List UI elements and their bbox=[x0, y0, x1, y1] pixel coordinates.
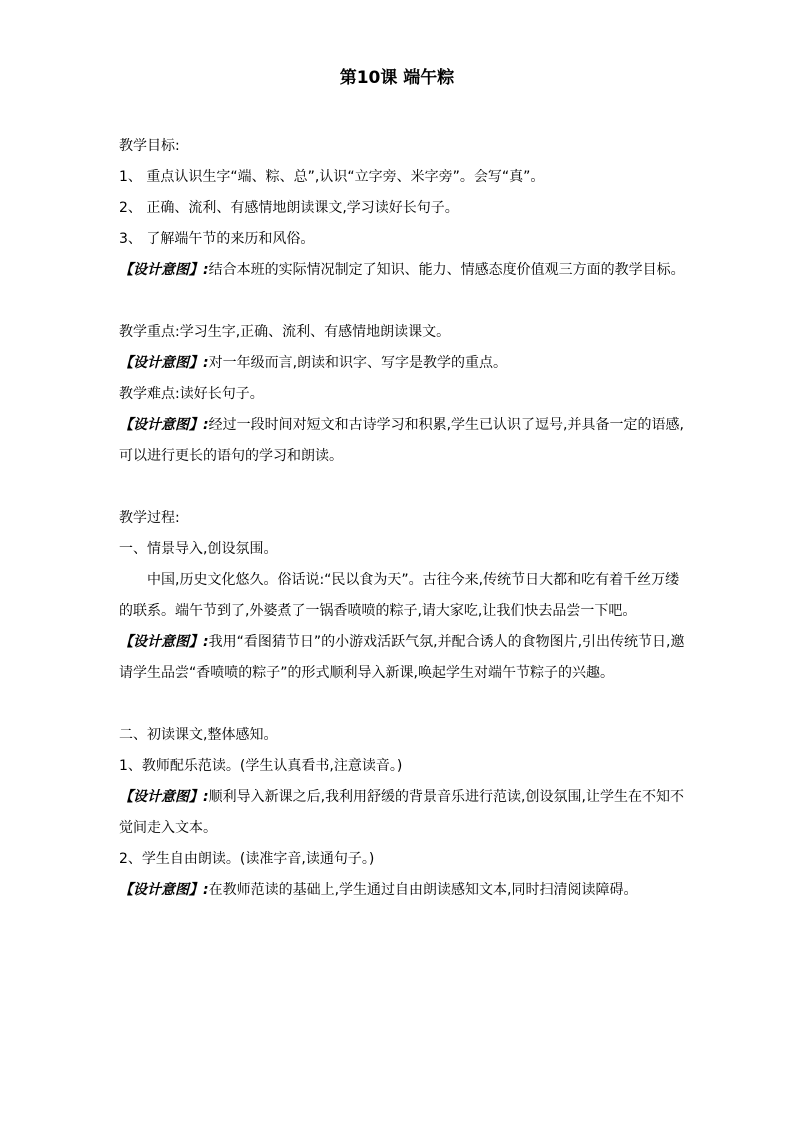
design-intent-paragraph bbox=[119, 348, 689, 379]
goals-heading: 教学目标: bbox=[119, 138, 180, 154]
difficulty-point: 教学难点:读好长句子。 bbox=[119, 386, 264, 402]
design-intent-paragraph bbox=[119, 782, 689, 844]
spacer bbox=[119, 286, 689, 317]
design-intent-text: 经过一段时间对短文和古诗学习和积累,学生已认识了逗号,并具备一定的语感,可以进行更长的语句的学习和朗读。 bbox=[119, 417, 684, 464]
design-intent-text: 对一年级而言,朗读和识字、写字是教学的重点。 bbox=[208, 355, 508, 371]
step-2-item-2: 2、学生自由朗读。(读准字音,读通句子。) bbox=[119, 851, 375, 867]
design-intent-tag: 【设计意图】: bbox=[119, 355, 209, 371]
design-intent-text: 在教师范读的基础上,学生通过自由朗读感知文本,同时扫清阅读障碍。 bbox=[208, 882, 638, 898]
goal-item-1: 1、 重点认识生字“端、粽、总”,认识“立字旁、米字旁”。会写“真”。 bbox=[119, 169, 545, 185]
step-1-text: 中国,历史文化悠久。俗话说:“民以食为天”。古往今来,传统节日大都和吃有着千丝万缕的联系。端午节到了,外婆煮了一锅香喷喷的粽子,请大家吃,让我们快去品尝一下吧。 bbox=[119, 572, 680, 619]
design-intent-paragraph bbox=[119, 255, 689, 286]
design-intent-paragraph bbox=[119, 627, 689, 689]
goal-item-3: 3、 了解端午节的来历和风俗。 bbox=[119, 231, 315, 247]
spacer bbox=[119, 689, 689, 720]
goal-item-2: 2、 正确、流利、有感情地朗读课文,学习读好长句子。 bbox=[119, 200, 459, 216]
step-1-heading: 一、情景导入,创设氛围。 bbox=[119, 541, 278, 557]
step-2-item-1: 1、教师配乐范读。(学生认真看书,注意读音。) bbox=[119, 758, 403, 774]
design-intent-tag: 【设计意图】: bbox=[119, 789, 209, 805]
design-intent-paragraph bbox=[119, 875, 689, 906]
design-intent-tag: 【设计意图】: bbox=[119, 417, 209, 433]
document-body bbox=[119, 131, 689, 906]
page-title: 第10课 端午粽 bbox=[339, 68, 455, 88]
step-2-heading: 二、初读课文,整体感知。 bbox=[119, 727, 278, 743]
design-intent-text: 我用“看图猜节日”的小游戏活跃气氛,并配合诱人的食物图片,引出传统节日,邀请学生品尝“香喷喷的粽子”的形式顺利导入新课,唤起学生对端午节粽子的兴趣。 bbox=[119, 634, 685, 681]
design-intent-paragraph bbox=[119, 410, 689, 472]
design-intent-text: 顺利导入新课之后,我利用舒缓的背景音乐进行范读,创设氛围,让学生在不知不觉间走入文本。 bbox=[119, 789, 684, 836]
process-heading: 教学过程: bbox=[119, 510, 180, 526]
design-intent-tag: 【设计意图】: bbox=[119, 882, 209, 898]
spacer bbox=[119, 472, 689, 503]
design-intent-tag: 【设计意图】: bbox=[119, 262, 209, 278]
design-intent-text: 结合本班的实际情况制定了知识、能力、情感态度价值观三方面的教学目标。 bbox=[208, 262, 685, 278]
key-point: 教学重点:学习生字,正确、流利、有感情地朗读课文。 bbox=[119, 324, 451, 340]
design-intent-tag: 【设计意图】: bbox=[119, 634, 209, 650]
